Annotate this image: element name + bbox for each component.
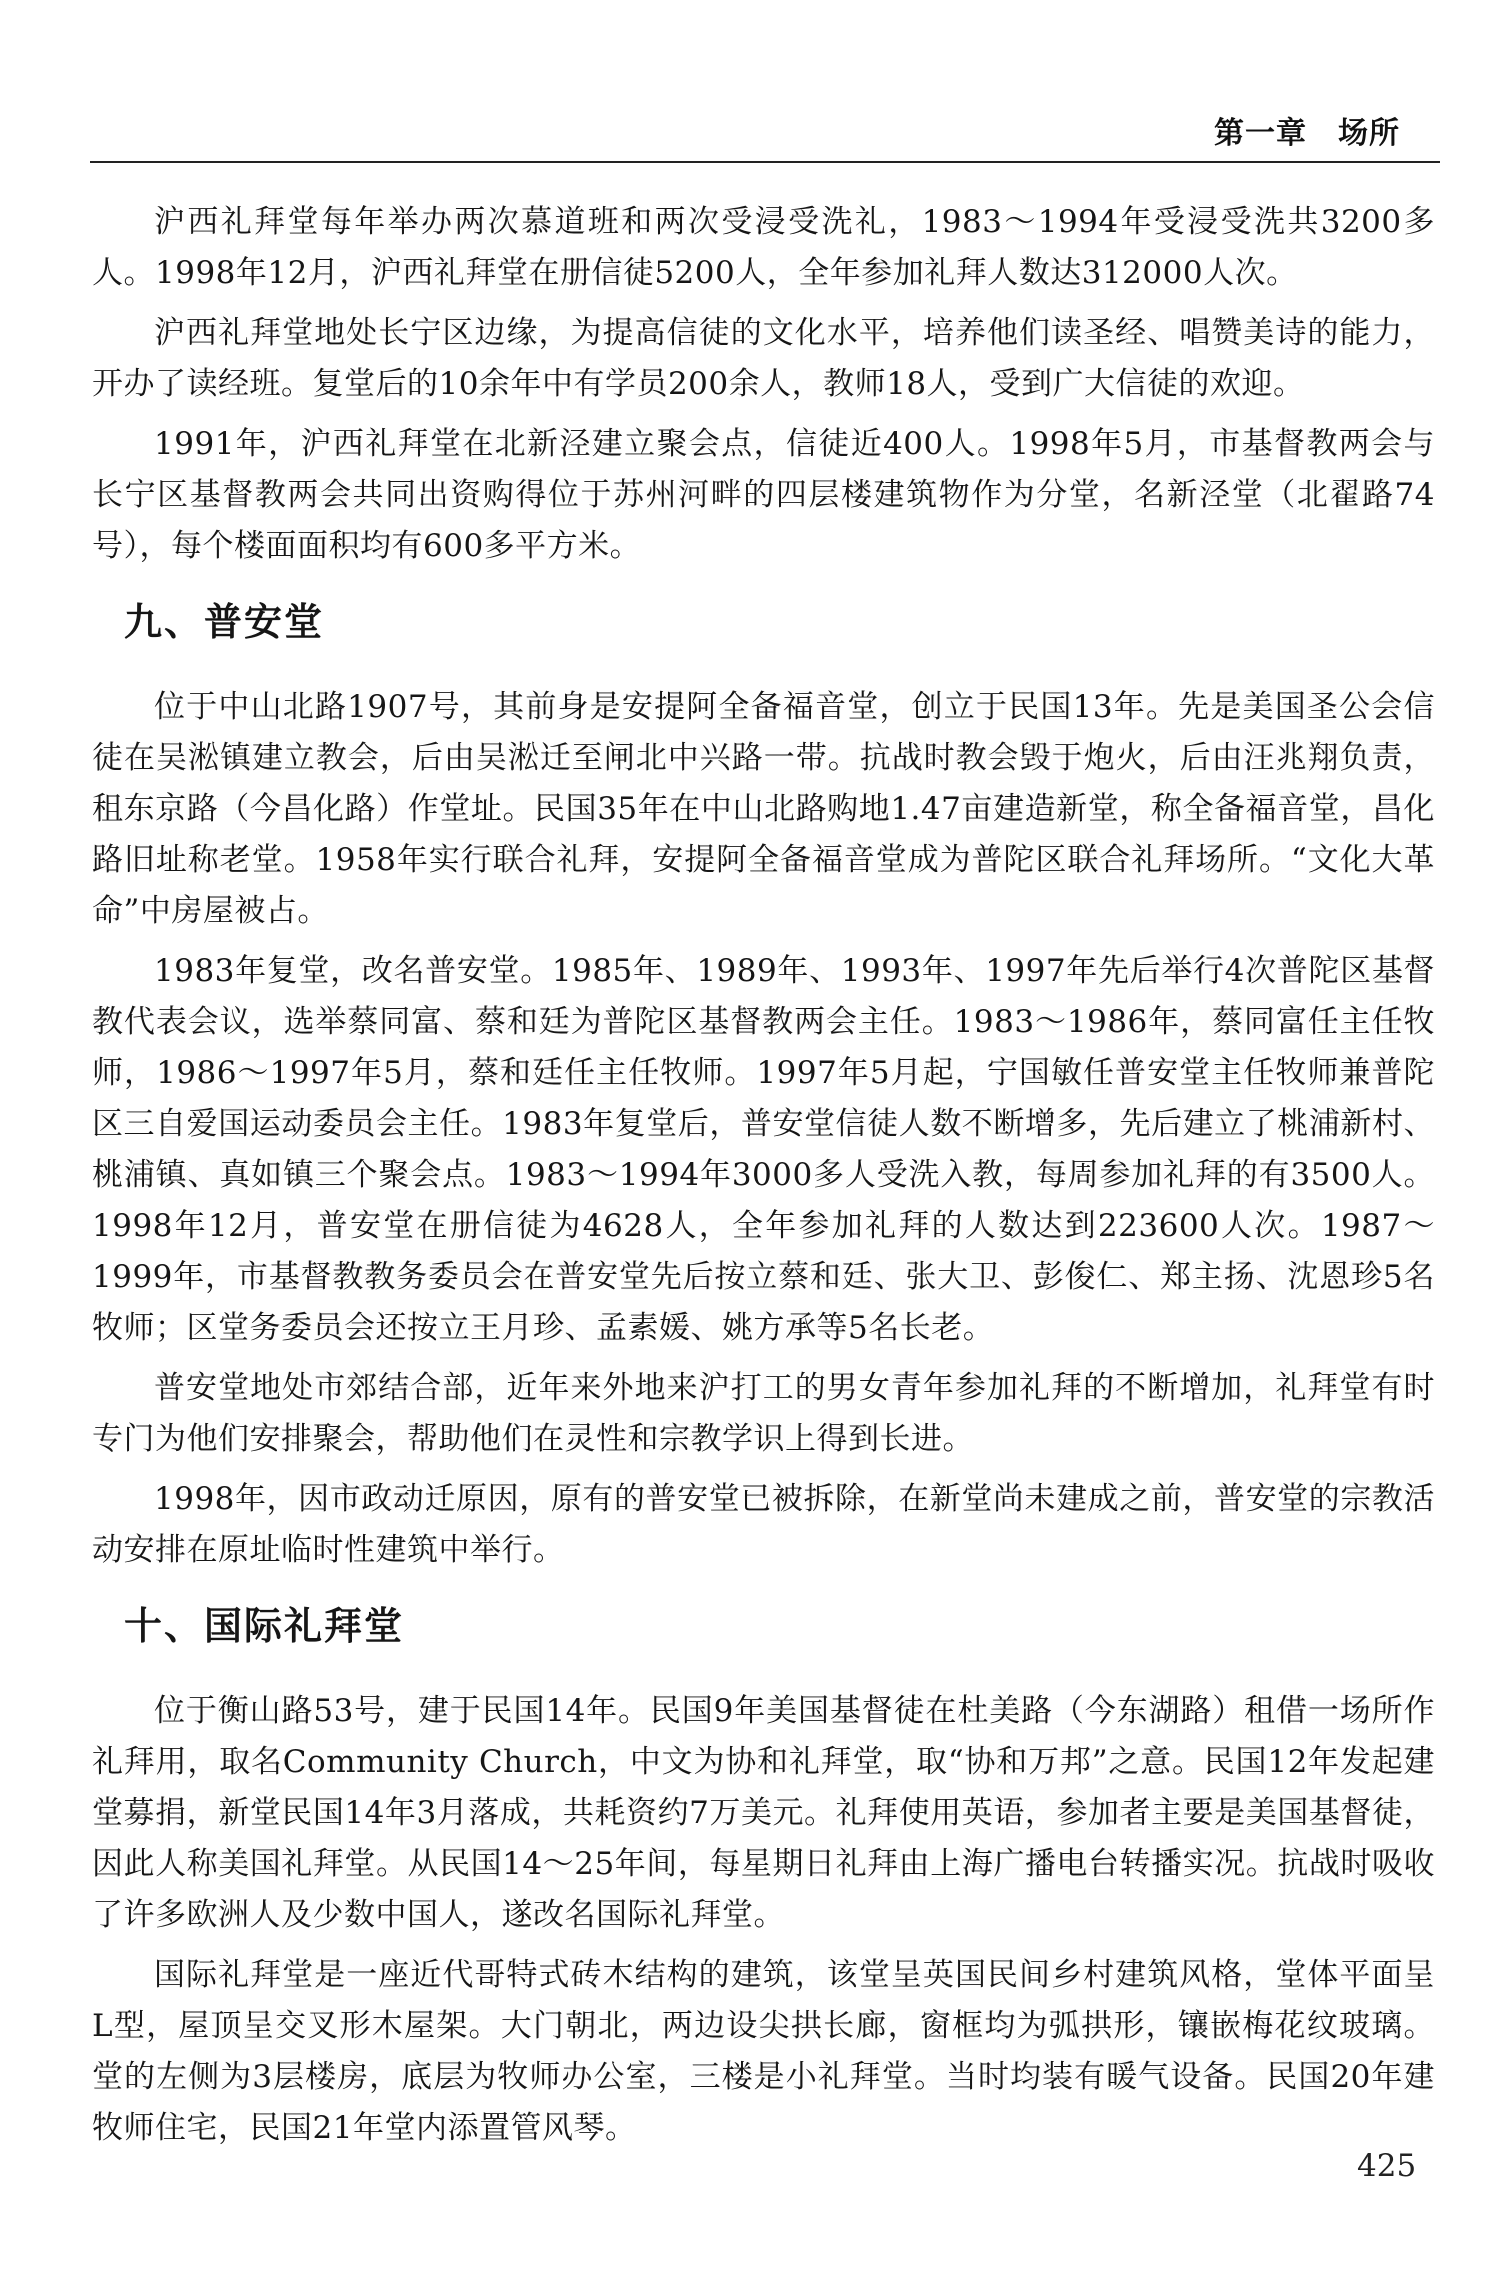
running-header: 第一章 场所 xyxy=(1214,116,1400,151)
paragraph: 1998年，因市政动迁原因，原有的普安堂已被拆除，在新堂尚未建成之前，普安堂的宗教活动安排在原址临时性建筑中举行。 xyxy=(92,1481,1435,1568)
paragraph: 1991年，沪西礼拜堂在北新泾建立聚会点，信徒近400人。1998年5月，市基督教两会与长宁区基督教两会共同出资购得位于苏州河畔的四层楼建筑物作为分堂，名新泾堂（北翟路74号），每个楼面面积均有600多平方米。 xyxy=(92,426,1435,564)
paragraph: 1983年复堂，改名普安堂。1985年、1989年、1993年、1997年先后举行4次普陀区基督教代表会议，选举蔡同富、蔡和廷为普陀区基督教两会主任。1983～1986年，蔡同富任主任牧师，1986～1997年5月，蔡和廷任主任牧师。1997年5月起，宁国敏任普安堂主任牧师兼普陀区三自爱国运动委员会主任。1983年复堂后，普安堂信徒人数不断增多，先后建立了桃浦新村、桃浦镇、真如镇三个聚会点。1983～1994年3000多人受洗入教，每周参加礼拜的有3500人。1998年12月，普安堂在册信徒为4628人，全年参加礼拜的人数达到223600人次。1987～1999年，市基督教教务委员会在普安堂先后按立蔡和廷、张大卫、彭俊仁、郑主扬、沈恩珍5名牧师；区堂务委员会还按立王月珍、孟素媛、姚方承等5名长老。 xyxy=(92,953,1435,1346)
paragraph: 沪西礼拜堂地处长宁区边缘，为提高信徒的文化水平，培养他们读圣经、唱赞美诗的能力，开办了读经班。复堂后的10余年中有学员200余人，教师18人，受到广大信徒的欢迎。 xyxy=(92,315,1435,402)
header-rule xyxy=(90,161,1440,163)
paragraph: 位于衡山路53号，建于民国14年。民国9年美国基督徒在杜美路（今东湖路）租借一场所作礼拜用，取名Community Church，中文为协和礼拜堂，取“协和万邦”之意。民国12年发起建堂募捐，新堂民国14年3月落成，共耗资约7万美元。礼拜使用英语，参加者主要是美国基督徒，因此人称美国礼拜堂。从民国14～25年间，每星期日礼拜由上海广播电台转播实况。抗战时吸收了许多欧洲人及少数中国人，遂改名国际礼拜堂。 xyxy=(92,1693,1435,1933)
section-heading: 九、普安堂 xyxy=(124,600,325,644)
paragraph: 位于中山北路1907号，其前身是安提阿全备福音堂，创立于民国13年。先是美国圣公会信徒在吴淞镇建立教会，后由吴淞迁至闸北中兴路一带。抗战时教会毁于炮火，后由汪兆翔负责，租东京路（今昌化路）作堂址。民国35年在中山北路购地1.47亩建造新堂，称全备福音堂，昌化路旧址称老堂。1958年实行联合礼拜，安提阿全备福音堂成为普陀区联合礼拜场所。“文化大革命”中房屋被占。 xyxy=(92,689,1435,929)
paragraph: 普安堂地处市郊结合部，近年来外地来沪打工的男女青年参加礼拜的不断增加，礼拜堂有时专门为他们安排聚会，帮助他们在灵性和宗教学识上得到长进。 xyxy=(92,1370,1435,1457)
page-number: 425 xyxy=(1357,2148,1417,2184)
page-body xyxy=(92,197,1435,2163)
section-heading: 十、国际礼拜堂 xyxy=(124,1604,405,1648)
paragraph: 国际礼拜堂是一座近代哥特式砖木结构的建筑，该堂呈英国民间乡村建筑风格，堂体平面呈L型，屋顶呈交叉形木屋架。大门朝北，两边设尖拱长廊，窗框均为弧拱形，镶嵌梅花纹玻璃。堂的左侧为3层楼房，底层为牧师办公室，三楼是小礼拜堂。当时均装有暖气设备。民国20年建牧师住宅，民国21年堂内添置管风琴。 xyxy=(92,1957,1435,2146)
paragraph: 沪西礼拜堂每年举办两次慕道班和两次受浸受洗礼，1983～1994年受浸受洗共3200多人。1998年12月，沪西礼拜堂在册信徒5200人，全年参加礼拜人数达312000人次。 xyxy=(92,204,1435,291)
